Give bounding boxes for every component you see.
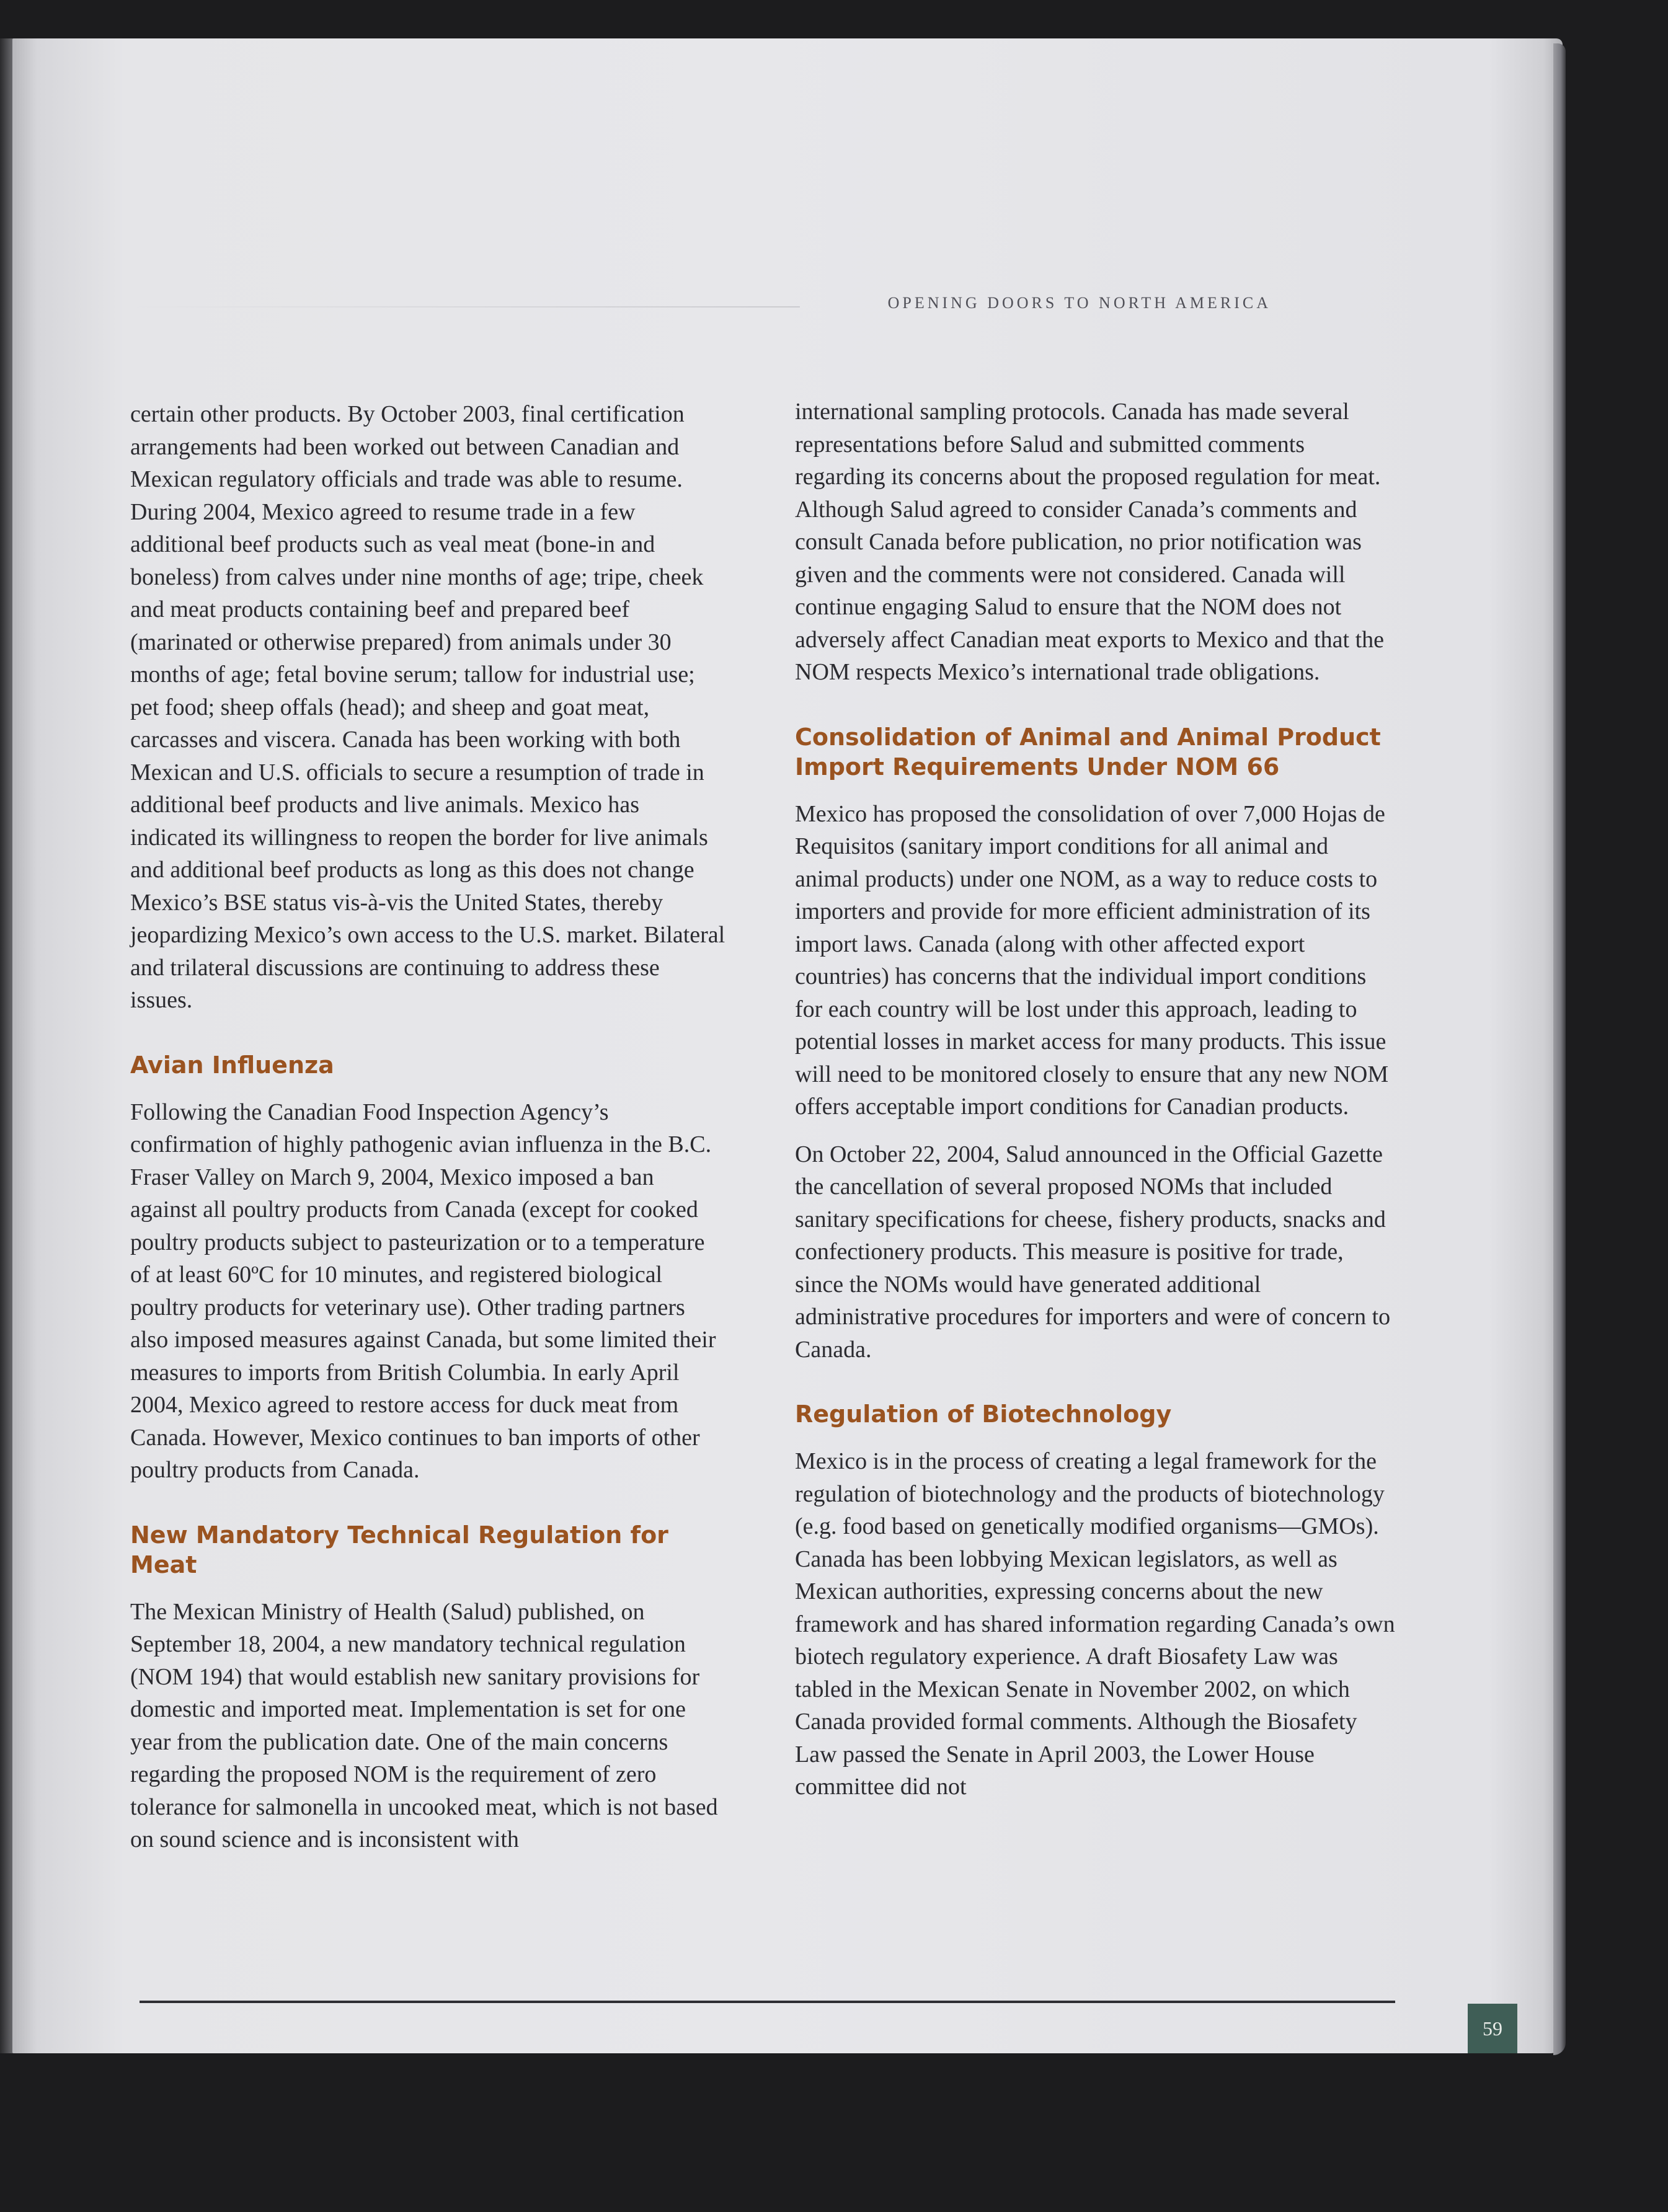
paragraph-meat-regulation: The Mexican Ministry of Health (Salud) published, on September 18, 2004, a new mandatory technical regulation (NOM 194) that would establish new sanitary provisions for domestic and imported meat. Implementation is set for one year from the publication date. One of the main concerns regarding the proposed NOM is the requirement of zero tolerance for salmonella in uncooked meat, which is not based on sound science and is inconsistent with: [130, 1598, 718, 1852]
heading-nom-66: Consolidation of Animal and Animal Product Import Requirements Under NOM 66: [795, 723, 1381, 781]
left-column: [130, 398, 725, 1871]
heading-biotechnology: Regulation of Biotechnology: [795, 1400, 1172, 1428]
paragraph-nom-66: Mexico has proposed the consolidation of over 7,000 Hojas de Requisitos (sanitary import conditions for all animal and animal products) under one NOM, as a way to reduce costs to importers and provide for more efficient administration of its import laws. Canada (along with other affected export countries) has concerns that the individual import conditions for each country will be lost under this approach, leading to potential losses in market access for many products. This issue will need to be monitored closely to ensure that any new NOM offers acceptable import conditions for Canadian products.: [795, 800, 1389, 1120]
paragraph-meat-continued: international sampling protocols. Canada has made several representations before Salud and submitted comments regarding its concerns about the proposed regulation for meat. Although Salud agreed to consider Canada’s comments and consult Canada before publication, no prior notification was given and the comments were not considered. Canada will continue engaging Salud to ensure that the NOM does not adversely affect Canadian meat exports to Mexico and that the NOM respects Mexico’s international trade obligations.: [795, 399, 1384, 685]
footer-rule: [140, 2001, 1395, 2003]
paragraph-nom-cancellation: On October 22, 2004, Salud announced in the Official Gazette the cancellation of several proposed NOMs that included sanitary specifications for cheese, fishery products, snacks and confectionery products. This measure is positive for trade, since the NOMs would have generated additional administrative procedures for importers and were of concern to Canada.: [795, 1141, 1391, 1363]
document-page: [12, 38, 1563, 2053]
page-edge: [1553, 43, 1566, 2055]
heading-avian-influenza: Avian Influenza: [130, 1051, 334, 1079]
paragraph-avian-influenza: Following the Canadian Food Inspection Agency’s confirmation of highly pathogenic avian influenza in the B.C. Fraser Valley on March 9, 2004, Mexico imposed a ban against all poultry products from Canada (except for cooked poultry products subject to pasteurization or to a temperature of at least 60ºC for 10 minutes, and registered biological poultry products for veterinary use). Other trading partners also imposed measures against Canada, but some limited their measures to imports from British Columbia. In early April 2004, Mexico agreed to restore access for duck meat from Canada. However, Mexico continues to ban imports of other poultry products from Canada.: [130, 1099, 716, 1483]
page-number: 59: [1468, 2004, 1517, 2053]
heading-meat-regulation: New Mandatory Technical Regulation for Meat: [130, 1521, 668, 1578]
running-header: OPENING DOORS TO NORTH AMERICA: [887, 294, 1271, 312]
page-binding-shadow: [0, 38, 14, 2053]
paragraph-biotechnology: Mexico is in the process of creating a legal framework for the regulation of biotechnology and the products of biotechnology (e.g. food based on genetically modified organisms—GMOs). Canada has been lobbying Mexican legislators, as well as Mexican authorities, expressing concerns about the new framework and has shared information regarding Canada’s own biotech regulatory experience. A draft Biosafety Law was tabled in the Mexican Senate in November 2002, on which Canada provided formal comments. Although the Biosafety Law passed the Senate in April 2003, the Lower House committee did not: [795, 1448, 1395, 1800]
paragraph-bse-continued: certain other products. By October 2003, final certification arrangements had been worked out between Canadian and Mexican regulatory officials and trade was able to resume. During 2004, Mexico agreed to resume trade in a few additional beef products such as veal meat (bone-in and boneless) from calves under nine months of age; tripe, cheek and meat products containing beef and prepared beef (marinated or otherwise prepared) from animals under 30 months of age; fetal bovine serum; tallow for industrial use; pet food; sheep offals (head); and sheep and goat meat, carcasses and viscera. Canada has been working with both Mexican and U.S. officials to secure a resumption of trade in additional beef products and live animals. Mexico has indicated its willingness to reopen the border for live animals and additional beef products as long as this does not change Mexico’s BSE status vis-à-vis the United States, thereby jeopardizing Mexico’s own access to the U.S. market. Bilateral and trilateral discussions are continuing to address these issues.: [130, 401, 725, 1013]
header-divider: [130, 306, 800, 307]
right-column: [795, 396, 1396, 1818]
